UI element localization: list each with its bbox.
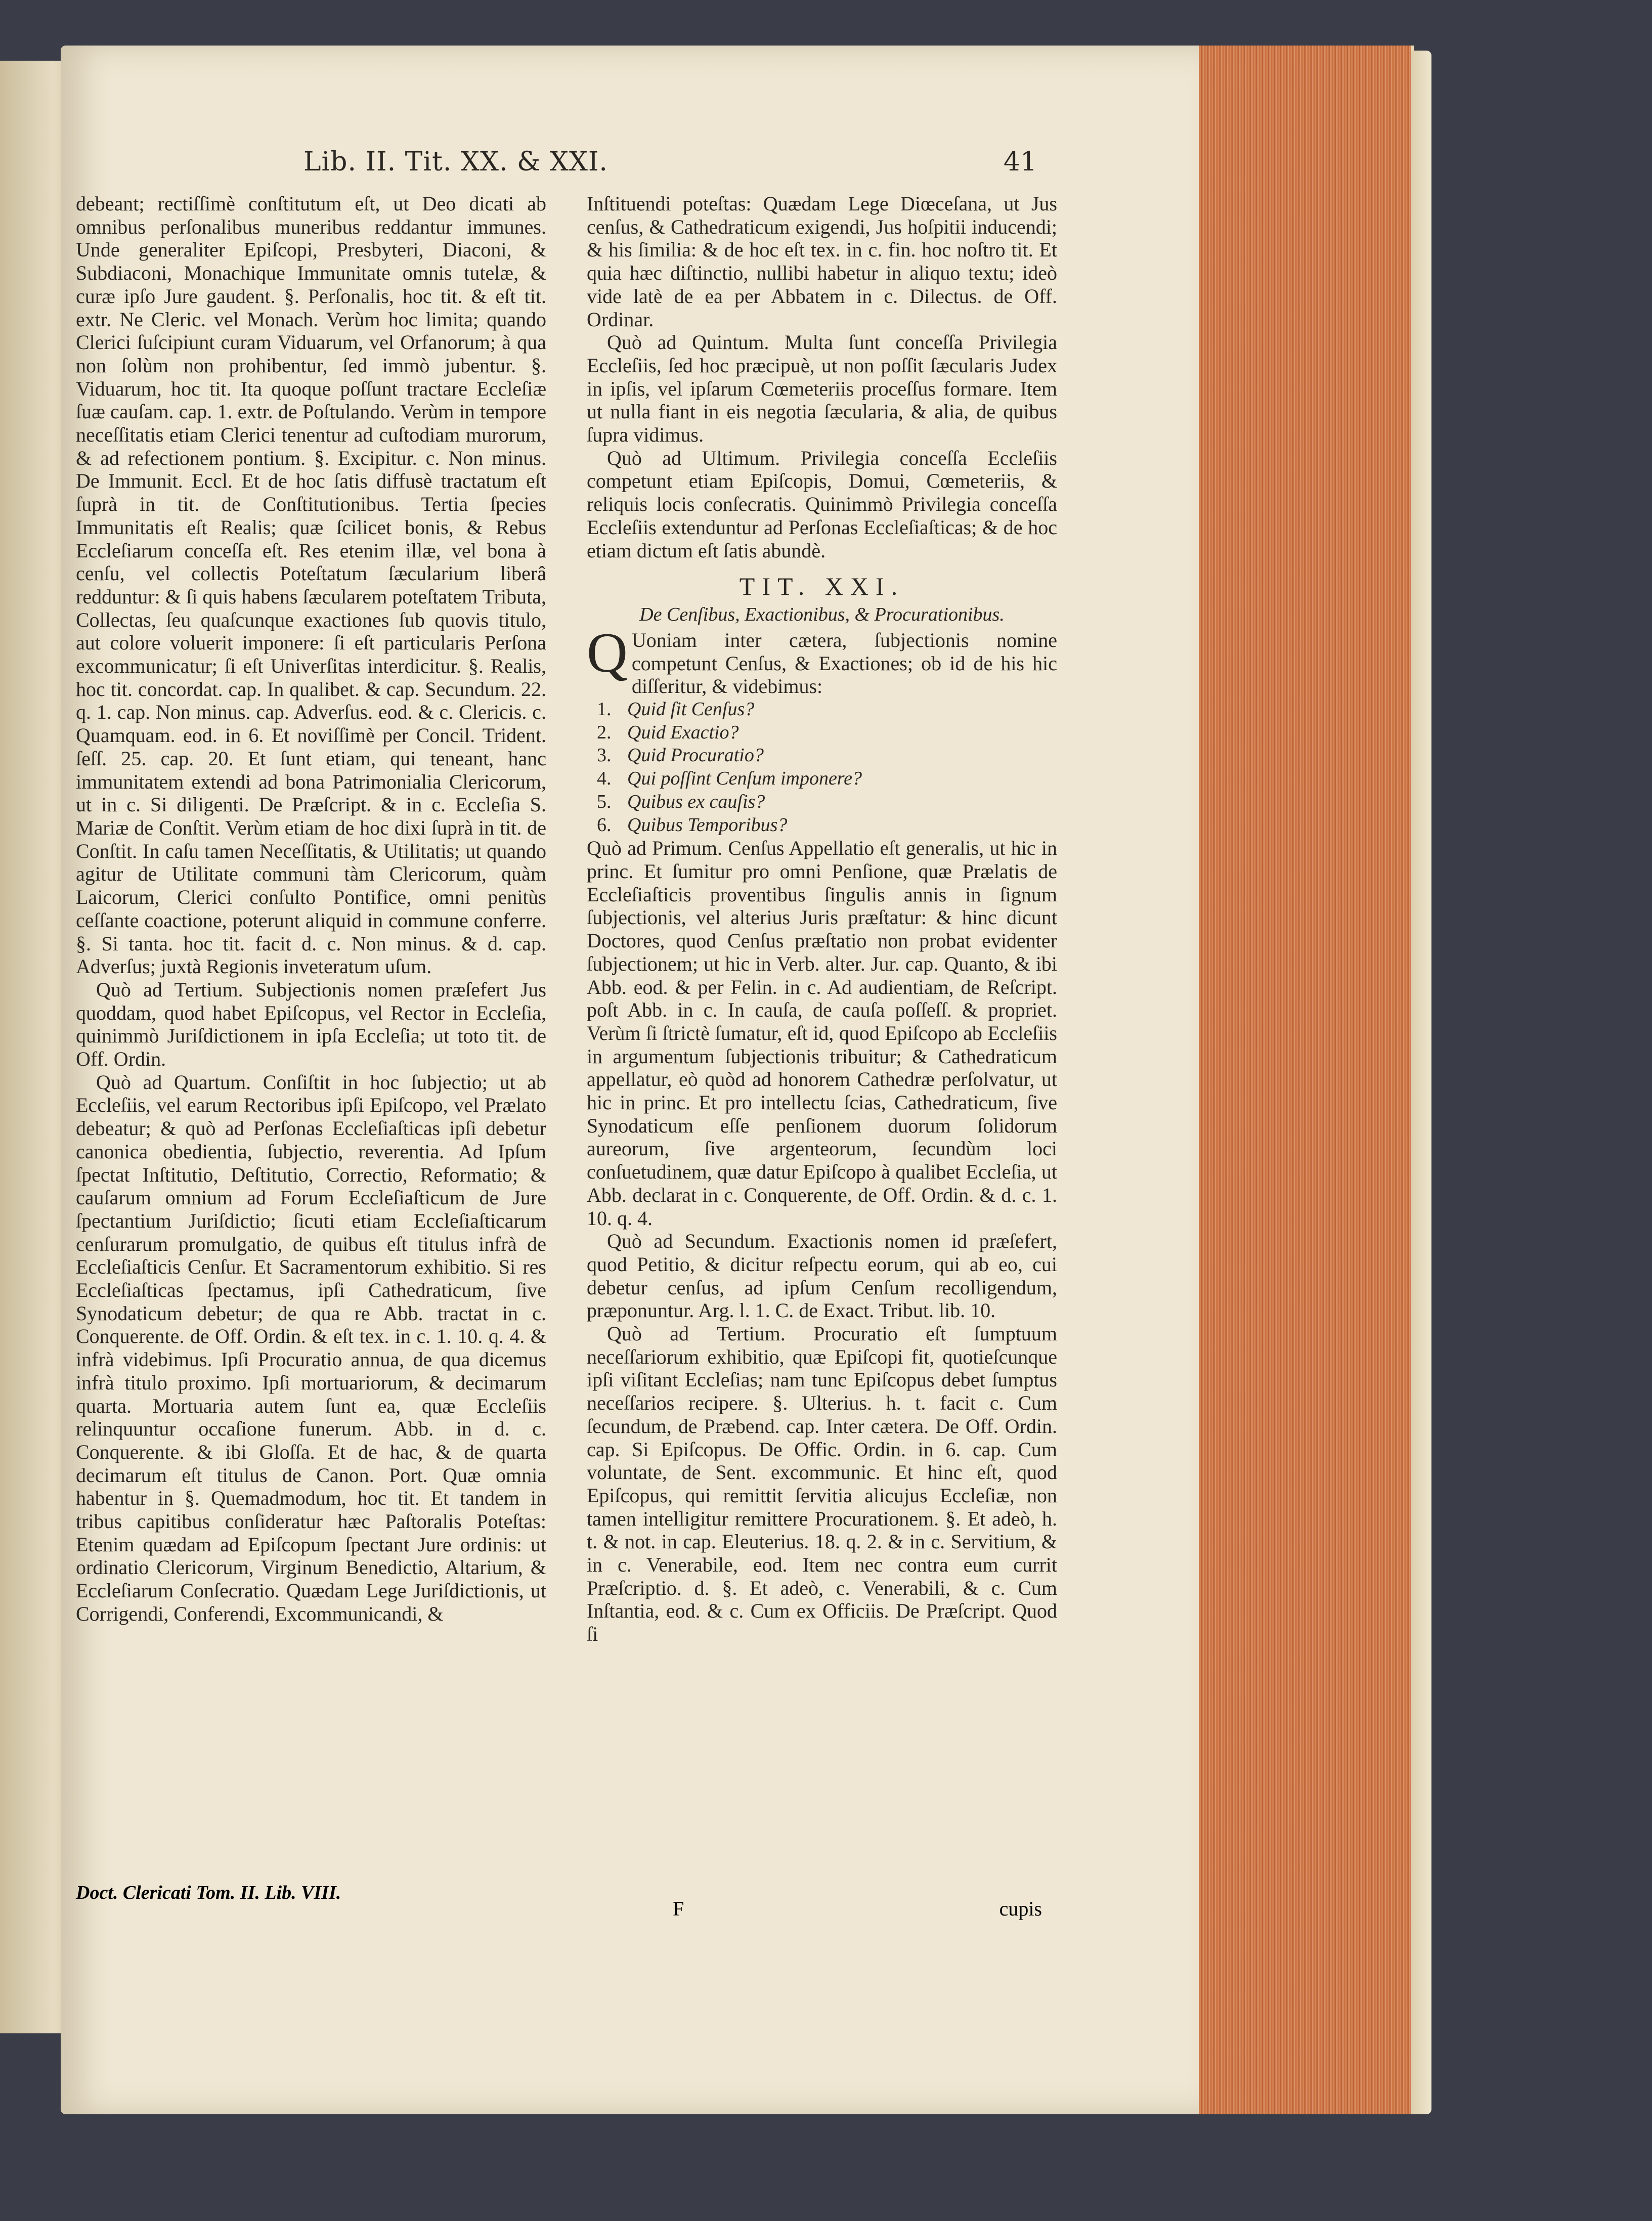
paragraph: Quò ad Ultimum. Privilegia conceſſa Eccleſiis competunt etiam Epiſcopis, Domui, Cœmeteriis, & reliquis locis conſecratis. Quinimmò Privilegia conceſſa Eccleſiis extenduntur ad Perſonas Eccleſiaſticas; & de hoc etiam dictum eſt ſatis abundè. [587, 446, 1057, 562]
paragraph: Quò ad Primum. Cenſus Appellatio eſt generalis, ut hic in princ. Et ſumitur pro omni Penſione, quæ Prælatis de Eccleſiaſticis proventibus ſingulis annis in ſignum ſubjectionis, vel alterius Juris præſtatur: & hinc dicunt Doctores, quod Cenſus præſtatio non probat evidenter ſubjectionem; ut hic in Verb. alter. Jur. cap. Quanto, & ibi Abb. eod. & per Felin. in c. Ad audientiam, de Reſcript. poſt Abb. in c. In cauſa, de cauſa poſſeſſ. & propriet. Verùm ſi ſtrictè ſumatur, eſt id, quod Epiſcopo ab Eccleſiis in argumentum ſubjectionis tribuitur; & Cathedraticum appellatur, eò quòd ad honorem Cathedræ perſolvatur, ut hic in princ. Et pro intellectu ſcias, Cathedraticum, ſive Synodaticum eſſe penſionem duorum ſolidorum aureorum, ſive argenteorum, ſecundùm loci conſuetudinem, quæ datur Epiſcopo à qualibet Eccleſia, ut Abb. declarat in c. Conquerente, de Off. Ordin. & d. c. 1. 10. q. 4. [587, 837, 1057, 1230]
question-list [587, 698, 1057, 837]
section-subheading: De Cenſibus, Exactionibus, & Procurationibus. [639, 604, 1005, 626]
list-item [587, 767, 1057, 791]
list-number: 4. [597, 768, 612, 790]
intro-paragraph [587, 621, 1057, 698]
list-item [587, 744, 1057, 767]
list-item [587, 814, 1057, 837]
book-cover-board [1411, 51, 1431, 2114]
list-text: Quibus Temporibus? [627, 814, 788, 836]
page-footer [76, 1882, 1057, 1942]
paragraph: Inſtituendi poteſtas: Quædam Lege Diœceſana, ut Jus cenſus, & Cathedraticum exigendi, Jus hoſpitii inducendi; & his ſimilia: & de hoc eſt tex. in c. fin. hoc noſtro tit. Et quia hæc diſtinctio, nullibi habetur in aliquo textu; ideò vide latè de ea per Abbatem in c. Dilectus. de Off. Ordinar. [587, 192, 1057, 331]
list-number: 6. [597, 814, 612, 836]
signature-mark: F [673, 1897, 684, 1920]
page-number: 41 [1003, 147, 1037, 177]
right-column [587, 192, 1057, 1646]
paragraph: Quò ad Tertium. Procuratio eſt ſumptuum neceſſariorum exhibitio, quæ Epiſcopi fit, quotieſcunque ipſi viſitant Eccleſias; nam tunc Epiſcopus debet ſumptus neceſſarios recipere. §. Ulterius. h. t. facit c. Cum ſecundum, de Præbend. cap. Inter cætera. De Off. Ordin. cap. Si Epiſcopus. De Offic. Ordin. in 6. cap. Cum voluntate, de Sent. excommunic. Et hinc eſt, quod Epiſcopus, qui remittit ſervitia alicujus Eccleſiæ, non tamen intelligitur remittere Procurationem. §. Et adeò, h. t. & not. in cap. Eleuterius. 18. q. 2. & in c. Servitium, & in c. Venerabile, eod. Item nec contra eum currit Præſcriptio. d. §. Et adeò, c. Venerabili, & c. Cum Inſtantia, eod. & c. Cum ex Officiis. De Præſcript. Quod ſi [587, 1322, 1057, 1646]
list-text: Qui poſſint Cenſum imponere? [627, 768, 862, 790]
paragraph: Quò ad Quartum. Conſiſtit in hoc ſubjectio; ut ab Eccleſiis, vel earum Rectoribus ipſi Epiſcopo, vel Prælato debeatur; & quò ad Perſonas Eccleſiaſticas ipſi debetur canonica obedientia, ſubjectio, reverentia. Ad Ipſum ſpectat Inſtitutio, Deſtitutio, Correctio, Reformatio; & cauſarum omnium ad Forum Eccleſiaſticum de Jure ſpectantium Juriſdictio; ſicuti etiam Eccleſiaſticarum cenſurarum promulgatio, de quibus eſt titulus infrà de Eccleſiaſticis Cenſur. Et Sacramentorum exhibitio. Si res Eccleſiaſticas ſpectamus, ipſi Cathedraticum, ſive Synodaticum debetur; de qua re Abb. tractat in c. Conquerente. de Off. Ordin. & eſt tex. in c. 1. 10. q. 4. & infrà videbimus. Ipſi Procuratio annua, de qua dicemus infrà titulo proximo. Ipſi mortuariorum, & decimarum quarta. Mortuaria autem ſunt ea, quæ Eccleſiis relinquuntur occaſione funerum. Abb. in d. c. Conquerente. & ibi Gloſſa. Et de hac, & de quarta decimarum eſt titulus de Canon. Port. Quæ omnia habentur in §. Quemadmodum, hoc tit. Et tandem in tribus capitibus conſideratur hæc Paſtoralis Poteſtas: Etenim quædam ad Epiſcopum ſpectant Jure ordinis: ut ordinatio Clericorum, Virginum Benedictio, Altarium, & Eccleſiarum Conſecratio. Quædam Lege Juriſdictionis, ut Corrigendi, Conferendi, Excommunicandi, & [76, 1070, 546, 1625]
list-number: 3. [597, 745, 612, 766]
paragraph: debeant; rectiſſimè conſtitutum eſt, ut Deo dicati ab omnibus perſonalibus muneribus reddantur immunes. Unde generaliter Epiſcopi, Presbyteri, Diaconi, & Subdiaconi, Monachique Immunitate omnis tutelæ, & curæ ipſo Jure gaudent. §. Perſonalis, hoc tit. & eſt tit. extr. Ne Cleric. vel Monach. Verùm hoc limita; quando Clerici ſuſcipiunt curam Viduarum, vel Orfanorum; à qua non ſolùm non prohibentur, ſed immò jubentur. §. Viduarum, hoc tit. Ita quoque poſſunt tractare Eccleſiæ ſuæ cauſam. cap. 1. extr. de Poſtulando. Verùm in tempore neceſſitatis etiam Clerici tenentur ad cuſtodiam murorum, & ad refectionem pontium. §. Excipitur. c. Non minus. De Immunit. Eccl. Et de hoc ſatis diffusè tractatum eſt ſuprà in tit. de Conſtitutionibus. Tertia ſpecies Immunitatis eſt Realis; quæ ſcilicet bonis, & Rebus Eccleſiarum conceſſa eſt. Res etenim illæ, vel bona à cenſu, vel collectis Poteſtatum ſæcularium liberâ redduntur: & ſi quis habens ſæcularem poteſtatem Tributa, Collectas, ſeu quaſcunque exactiones ſub quovis titulo, aut colore voluerit imponere: ſi eſt particularis Perſona excommunicatur; ſi eſt Univerſitas interdicitur. §. Realis, hoc tit. concordat. cap. In qualibet. & cap. Secundum. 22. q. 1. cap. Non minus. cap. Adverſus. eod. & c. Clericis. c. Quamquam. eod. in 6. Et noviſſimè per Concil. Trident. ſeſſ. 25. cap. 20. Et ſunt etiam, qui teneant, hanc immunitatem extendi ad bona Patrimonialia Clericorum, ut in c. Si diligenti. De Præſcript. & in c. Eccleſia S. Mariæ de Conſtit. Verùm etiam de hoc dixi ſuprà in tit. de Conſtit. In caſu tamen Neceſſitatis, & Utilitatis; ut quando agitur de Utilitate communi tàm Clericorum, quàm Laicorum, Clerici conſulto Pontifice, omni penitùs ceſſante coactione, poterunt aliquid in commune conferre. §. Si tanta. hoc tit. facit d. c. Non minus. & d. cap. Adverſus; juxtà Regionis inveteratum uſum. [76, 192, 546, 978]
paragraph: Quò ad Quintum. Multa ſunt conceſſa Privilegia Eccleſiis, ſed hoc præcipuè, ut non poſſit ſæcularis Judex in ipſis, vel ipſarum Cœmeteriis proceſſus formare. Item ut nulla fiant in eis negotia ſæcularia, & alia, de quibus ſupra vidimus. [587, 331, 1057, 447]
paragraph: Quò ad Tertium. Subjectionis nomen præſefert Jus quoddam, quod habet Epiſcopus, vel Rector in Eccleſia, quinimmò Juriſdictionem in ipſa Eccleſia; ut toto tit. de Off. Ordin. [76, 978, 546, 1071]
list-item [587, 791, 1057, 814]
list-text: Quid ſit Cenſus? [627, 699, 755, 720]
list-item [587, 721, 1057, 745]
list-text: Quid Procuratio? [627, 745, 764, 766]
list-text: Quid Exactio? [627, 721, 739, 743]
list-text: Quibus ex cauſis? [627, 791, 765, 812]
catchword: cupis [999, 1897, 1042, 1920]
intro-text: Uoniam inter cætera, ſubjectionis nomine competunt Cenſus, & Exactiones; ob id de his hic diſſeritur, & videbimus: [631, 628, 1057, 698]
running-head-title: Lib. II. Tit. XX. & XXI. [303, 147, 608, 177]
left-column [76, 192, 546, 1626]
book-fore-edge [1199, 46, 1414, 2114]
list-number: 5. [597, 791, 612, 812]
list-number: 1. [597, 699, 612, 720]
drop-cap: Q [587, 621, 628, 684]
text-block [76, 142, 1057, 1973]
list-number: 2. [597, 721, 612, 743]
running-head [76, 142, 1057, 192]
list-item [587, 698, 1057, 721]
paragraph: Quò ad Secundum. Exactionis nomen id præſefert, quod Petitio, & dicitur reſpectu eorum, qui ab eo, cui debetur cenſus, ad ipſum Cenſum recolligendum, præponuntur. Arg. l. 1. C. de Exact. Tribut. lib. 10. [587, 1230, 1057, 1322]
section-heading: TIT. XXI. [739, 572, 905, 601]
footer-note: Doct. Clericati Tom. II. Lib. VIII. [76, 1882, 341, 1903]
